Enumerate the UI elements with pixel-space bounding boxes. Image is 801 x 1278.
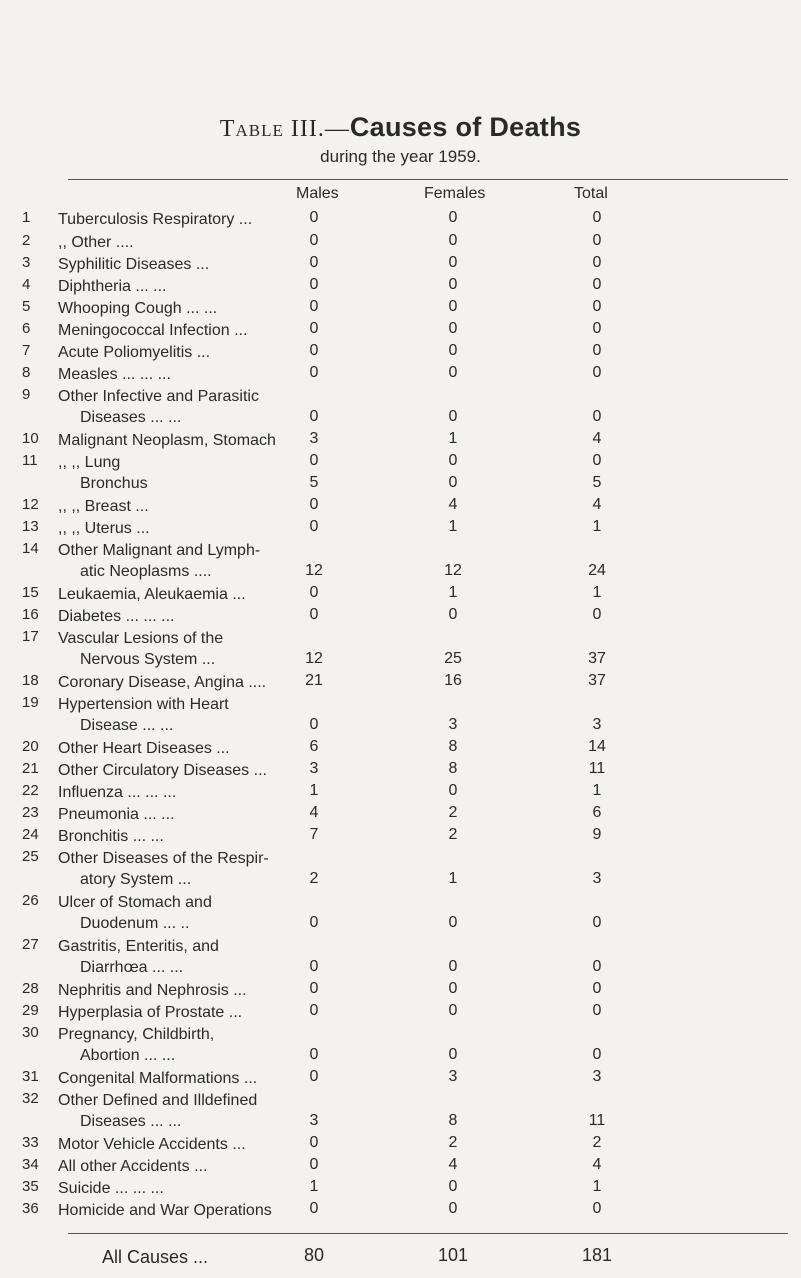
total-value: 0 xyxy=(592,1046,602,1063)
males-value: 0 xyxy=(309,1002,319,1019)
row-number: 18 xyxy=(22,672,39,689)
cause-line-1: Vascular Lesions of the xyxy=(58,630,224,647)
males-value: 0 xyxy=(309,342,319,359)
row-number: 24 xyxy=(22,826,39,843)
males-value: 0 xyxy=(309,452,319,469)
females-value: 0 xyxy=(448,782,458,799)
females-value: 0 xyxy=(448,276,458,293)
row-number: 19 xyxy=(22,694,39,711)
total-value: 1 xyxy=(592,584,602,601)
title-main: Causes of Deaths xyxy=(349,112,582,142)
total-value: 37 xyxy=(588,650,606,667)
cause-line-1: Motor Vehicle Accidents ... xyxy=(58,1136,246,1153)
males-value: 7 xyxy=(309,826,319,843)
cause-line-1: Nephritis and Nephrosis ... xyxy=(58,982,247,999)
males-value: 0 xyxy=(309,980,319,997)
females-value: 3 xyxy=(448,716,458,733)
females-value: 0 xyxy=(448,958,458,975)
males-value: 0 xyxy=(309,958,319,975)
table-title xyxy=(0,112,801,143)
cause-line-1: Diabetes ... ... ... xyxy=(58,608,175,625)
cause-line-2: Nervous System ... xyxy=(80,651,216,668)
total-value: 3 xyxy=(592,870,602,887)
total-value: 11 xyxy=(588,760,606,777)
total-value: 4 xyxy=(592,1156,602,1173)
total-value: 11 xyxy=(588,1112,606,1129)
total-value: 0 xyxy=(592,298,602,315)
row-number: 16 xyxy=(22,606,39,623)
total-value: 3 xyxy=(592,716,602,733)
females-value: 16 xyxy=(444,672,462,689)
total-value: 0 xyxy=(592,606,602,623)
total-value: 6 xyxy=(592,804,602,821)
cause-line-2: Diarrhœa ... ... xyxy=(80,959,184,976)
females-value: 8 xyxy=(448,1112,458,1129)
cause-line-1: Ulcer of Stomach and xyxy=(58,894,212,911)
females-value: 3 xyxy=(448,1068,458,1085)
cause-line-2: atory System ... xyxy=(80,871,192,888)
cause-line-2: Duodenum ... .. xyxy=(80,915,190,932)
cause-line-1: Tuberculosis Respiratory ... xyxy=(58,211,253,228)
females-value: 2 xyxy=(448,1134,458,1151)
males-value: 0 xyxy=(309,1046,319,1063)
cause-line-2: Diseases ... ... xyxy=(80,1113,182,1130)
males-value: 0 xyxy=(309,408,319,425)
males-value: 0 xyxy=(309,716,319,733)
total-rule xyxy=(68,1233,788,1234)
row-number: 34 xyxy=(22,1156,39,1173)
row-number: 6 xyxy=(22,320,31,337)
row-number: 11 xyxy=(22,452,38,469)
females-value: 0 xyxy=(448,209,458,226)
males-value: 6 xyxy=(309,738,319,755)
total-males: 80 xyxy=(303,1245,325,1265)
males-value: 0 xyxy=(309,1200,319,1217)
cause-line-1: Leukaemia, Aleukaemia ... xyxy=(58,586,246,603)
females-value: 0 xyxy=(448,342,458,359)
females-value: 25 xyxy=(444,650,462,667)
females-value: 8 xyxy=(448,738,458,755)
cause-line-1: ,, ,, Uterus ... xyxy=(58,520,150,537)
cause-line-1: Other Defined and Illdefined xyxy=(58,1092,258,1109)
cause-line-2: Diseases ... ... xyxy=(80,409,182,426)
row-number: 15 xyxy=(22,584,39,601)
males-value: 0 xyxy=(309,496,319,513)
total-value: 0 xyxy=(592,320,602,337)
total-value: 0 xyxy=(592,914,602,931)
total-value: 5 xyxy=(592,474,602,491)
total-value: 9 xyxy=(592,826,602,843)
cause-line-1: Other Malignant and Lymph- xyxy=(58,542,261,559)
total-total: 181 xyxy=(581,1245,613,1265)
header-rule xyxy=(68,179,788,180)
cause-line-1: Bronchitis ... ... xyxy=(58,828,164,845)
total-value: 0 xyxy=(592,980,602,997)
males-value: 0 xyxy=(309,584,319,601)
total-value: 0 xyxy=(592,408,602,425)
row-number: 35 xyxy=(22,1178,39,1195)
cause-line-1: Syphilitic Diseases ... xyxy=(58,256,210,273)
males-value: 4 xyxy=(309,804,319,821)
males-value: 0 xyxy=(309,209,319,226)
males-value: 0 xyxy=(309,254,319,271)
males-value: 0 xyxy=(309,364,319,381)
row-number: 26 xyxy=(22,892,39,909)
cause-line-1: ,, ,, Lung xyxy=(58,454,121,471)
cause-line-1: Gastritis, Enteritis, and xyxy=(58,938,219,955)
males-value: 21 xyxy=(305,672,323,689)
cause-line-1: Other Circulatory Diseases ... xyxy=(58,762,267,779)
females-value: 0 xyxy=(448,1200,458,1217)
males-value: 0 xyxy=(309,1156,319,1173)
row-number: 36 xyxy=(22,1200,39,1217)
row-number: 27 xyxy=(22,936,39,953)
row-number: 31 xyxy=(22,1068,39,1085)
row-number: 12 xyxy=(22,496,39,513)
total-value: 0 xyxy=(592,1002,602,1019)
females-value: 0 xyxy=(448,364,458,381)
col-header-females: Females xyxy=(424,185,486,202)
cause-line-1: Acute Poliomyelitis ... xyxy=(58,344,211,361)
cause-line-2: Abortion ... ... xyxy=(80,1047,176,1064)
females-value: 0 xyxy=(448,980,458,997)
total-value: 0 xyxy=(592,209,602,226)
row-number: 23 xyxy=(22,804,39,821)
total-value: 4 xyxy=(592,496,602,513)
row-number: 7 xyxy=(22,342,31,359)
females-value: 0 xyxy=(448,606,458,623)
total-females: 101 xyxy=(437,1245,469,1265)
cause-line-1: Meningococcal Infection ... xyxy=(58,322,248,339)
males-value: 1 xyxy=(309,782,319,799)
total-value: 0 xyxy=(592,958,602,975)
females-value: 0 xyxy=(448,408,458,425)
total-value: 1 xyxy=(592,782,602,799)
males-value: 5 xyxy=(309,474,319,491)
females-value: 0 xyxy=(448,1002,458,1019)
cause-line-1: Whooping Cough ... ... xyxy=(58,300,218,317)
total-value: 2 xyxy=(592,1134,602,1151)
cause-line-1: Hyperplasia of Prostate ... xyxy=(58,1004,243,1021)
females-value: 0 xyxy=(448,452,458,469)
males-value: 0 xyxy=(309,298,319,315)
row-number: 9 xyxy=(22,386,31,403)
females-value: 0 xyxy=(448,1046,458,1063)
row-number: 14 xyxy=(22,540,39,557)
cause-line-1: Malignant Neoplasm, Stomach xyxy=(58,432,276,449)
cause-line-1: Other Infective and Parasitic xyxy=(58,388,259,405)
row-number: 22 xyxy=(22,782,39,799)
cause-line-1: Pregnancy, Childbirth, xyxy=(58,1026,215,1043)
males-value: 12 xyxy=(305,562,323,579)
total-value: 0 xyxy=(592,342,602,359)
cause-line-2: Disease ... ... xyxy=(80,717,174,734)
cause-line-1: ,, Other .... xyxy=(58,234,134,251)
cause-line-1: Other Heart Diseases ... xyxy=(58,740,230,757)
row-number: 2 xyxy=(22,232,31,249)
total-value: 0 xyxy=(592,1200,602,1217)
males-value: 0 xyxy=(309,1134,319,1151)
males-value: 0 xyxy=(309,276,319,293)
row-number: 4 xyxy=(22,276,31,293)
total-value: 0 xyxy=(592,364,602,381)
males-value: 0 xyxy=(309,1068,319,1085)
row-number: 17 xyxy=(22,628,39,645)
total-value: 0 xyxy=(592,452,602,469)
cause-line-1: Pneumonia ... ... xyxy=(58,806,175,823)
row-number: 8 xyxy=(22,364,31,381)
females-value: 2 xyxy=(448,804,458,821)
total-value: 37 xyxy=(588,672,606,689)
males-value: 3 xyxy=(309,1112,319,1129)
females-value: 0 xyxy=(448,474,458,491)
females-value: 0 xyxy=(448,320,458,337)
males-value: 3 xyxy=(309,430,319,447)
females-value: 1 xyxy=(448,584,458,601)
row-number: 33 xyxy=(22,1134,39,1151)
row-number: 32 xyxy=(22,1090,39,1107)
row-number: 20 xyxy=(22,738,39,755)
table-subtitle: during the year 1959. xyxy=(320,147,481,166)
males-value: 0 xyxy=(309,518,319,535)
females-value: 4 xyxy=(448,496,458,513)
males-value: 0 xyxy=(309,606,319,623)
cause-line-1: Homicide and War Operations xyxy=(58,1202,272,1219)
total-value: 3 xyxy=(592,1068,602,1085)
females-value: 0 xyxy=(448,298,458,315)
col-header-males: Males xyxy=(296,185,339,202)
males-value: 2 xyxy=(309,870,319,887)
cause-line-1: ,, ,, Breast ... xyxy=(58,498,149,515)
row-number: 10 xyxy=(22,430,39,447)
total-value: 24 xyxy=(588,562,606,579)
table-number: Table III.— xyxy=(219,116,350,142)
row-number: 29 xyxy=(22,1002,39,1019)
row-number: 21 xyxy=(22,760,39,777)
total-value: 0 xyxy=(592,254,602,271)
cause-line-1: Congenital Malformations ... xyxy=(58,1070,258,1087)
row-number: 3 xyxy=(22,254,31,271)
males-value: 0 xyxy=(309,320,319,337)
females-value: 0 xyxy=(448,1178,458,1195)
cause-line-2: atic Neoplasms .... xyxy=(80,563,212,580)
females-value: 1 xyxy=(448,518,458,535)
total-value: 1 xyxy=(592,1178,602,1195)
females-value: 4 xyxy=(448,1156,458,1173)
cause-line-1: Other Diseases of the Respir- xyxy=(58,850,269,867)
males-value: 12 xyxy=(305,650,323,667)
females-value: 0 xyxy=(448,232,458,249)
cause-line-1: Suicide ... ... ... xyxy=(58,1180,164,1197)
males-value: 1 xyxy=(309,1178,319,1195)
row-number: 28 xyxy=(22,980,39,997)
total-value: 1 xyxy=(592,518,602,535)
cause-line-1: Diphtheria ... ... xyxy=(58,278,167,295)
females-value: 1 xyxy=(448,430,458,447)
cause-line-1: Hypertension with Heart xyxy=(58,696,229,713)
total-value: 14 xyxy=(588,738,606,755)
females-value: 1 xyxy=(448,870,458,887)
females-value: 12 xyxy=(444,562,462,579)
males-value: 0 xyxy=(309,914,319,931)
row-number: 1 xyxy=(22,209,31,226)
cause-line-1: Influenza ... ... ... xyxy=(58,784,177,801)
females-value: 2 xyxy=(448,826,458,843)
cause-line-2: Bronchus xyxy=(80,475,148,492)
females-value: 8 xyxy=(448,760,458,777)
males-value: 3 xyxy=(309,760,319,777)
males-value: 0 xyxy=(309,232,319,249)
total-value: 0 xyxy=(592,232,602,249)
col-header-total: Total xyxy=(574,185,608,202)
row-number: 5 xyxy=(22,298,31,315)
row-number: 13 xyxy=(22,518,39,535)
row-number: 25 xyxy=(22,848,39,865)
row-number: 30 xyxy=(22,1024,39,1041)
females-value: 0 xyxy=(448,254,458,271)
total-value: 4 xyxy=(592,430,602,447)
cause-line-1: Coronary Disease, Angina .... xyxy=(58,674,267,691)
total-value: 0 xyxy=(592,276,602,293)
total-label: All Causes ... xyxy=(102,1247,209,1267)
cause-line-1: Measles ... ... ... xyxy=(58,366,171,383)
females-value: 0 xyxy=(448,914,458,931)
cause-line-1: All other Accidents ... xyxy=(58,1158,208,1175)
